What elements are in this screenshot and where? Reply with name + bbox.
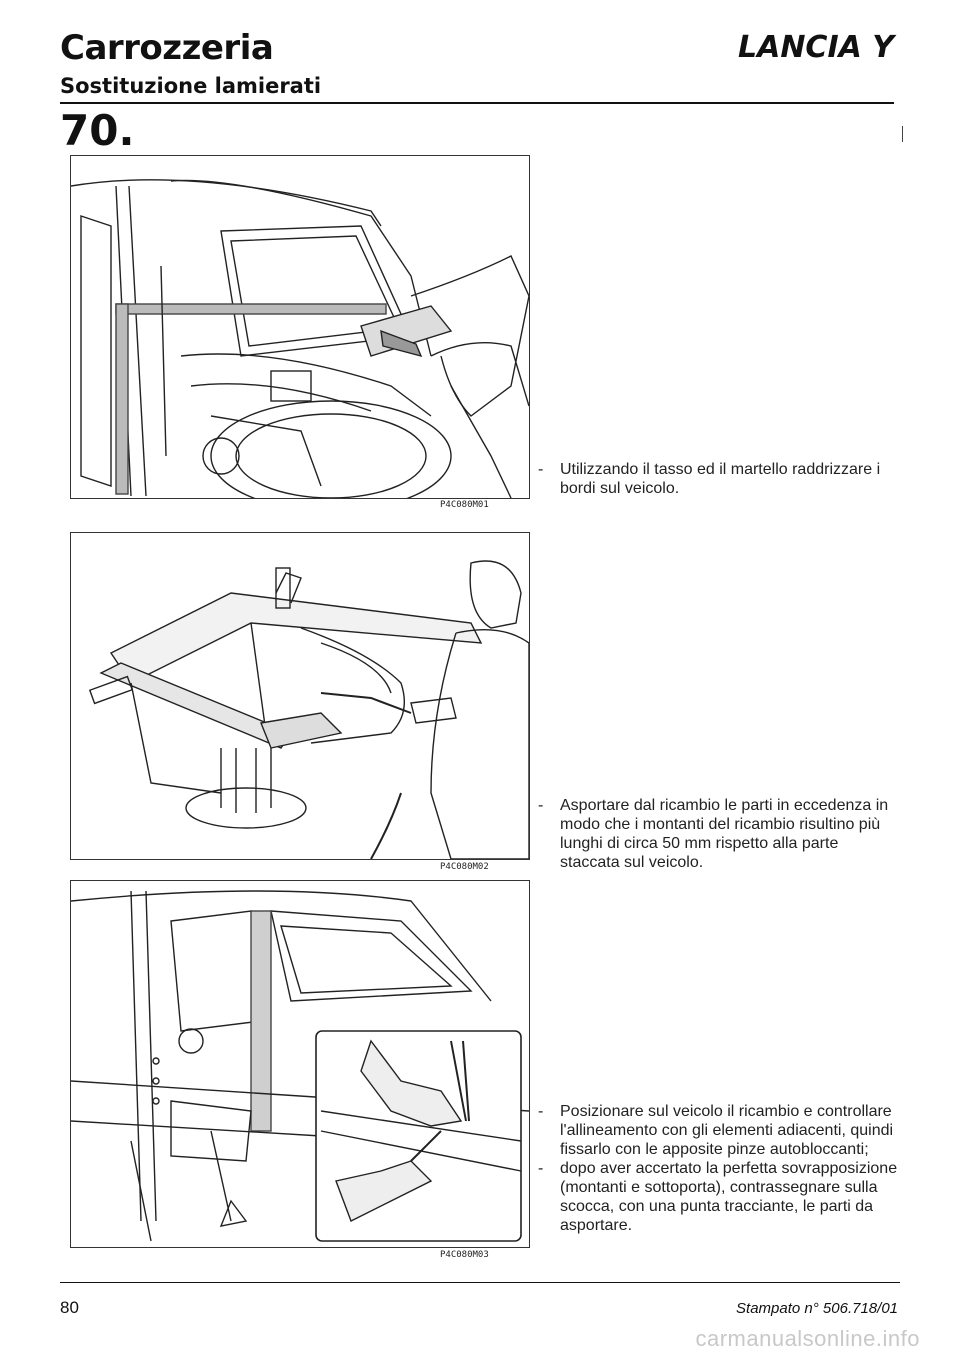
step-2-text: Asportare dal ricambio le parti in eccedenza in modo che i montanti del ricambio risultino più lunghi di circa 50 mm rispetto alla parte staccata sul veicolo. xyxy=(560,797,889,871)
header-rule xyxy=(60,102,894,104)
figure-1-illustration xyxy=(70,155,530,499)
step-3-item-2 xyxy=(538,1159,900,1235)
step-2 xyxy=(538,796,900,872)
print-reference: Stampato n° 506.718/01 xyxy=(736,1300,898,1317)
step-3-item-1 xyxy=(538,1102,900,1159)
page-number: 80 xyxy=(60,1298,79,1317)
watermark: carmanualsonline.info xyxy=(695,1326,920,1351)
header-brand: LANCIA Y xyxy=(737,30,894,65)
bullet-dash: - xyxy=(538,461,544,478)
step-1 xyxy=(538,460,900,498)
margin-mark xyxy=(902,126,903,142)
figure-2-code: P4C080M02 xyxy=(440,862,489,872)
step-3 xyxy=(538,1102,900,1235)
bullet-dash: - xyxy=(538,797,544,814)
bullet-dash: - xyxy=(538,1160,544,1177)
footer-rule xyxy=(60,1282,900,1283)
figure-1-code: P4C080M01 xyxy=(440,500,489,510)
step-1-item xyxy=(538,460,900,498)
section-number: 70. xyxy=(60,106,135,155)
figure-3-illustration xyxy=(70,880,530,1248)
figure-3-code: P4C080M03 xyxy=(440,1250,489,1260)
step-3-text-1: Posizionare sul veicolo il ricambio e controllare l'allineamento con gli elementi adiacenti, quindi fissarlo con le apposite pinze autobloccanti; xyxy=(560,1103,894,1158)
header-title: Carrozzeria xyxy=(60,28,274,68)
figure-2-illustration xyxy=(70,532,530,860)
step-1-text: Utilizzando il tasso ed il martello raddrizzare i bordi sul veicolo. xyxy=(560,461,881,497)
step-3-text-2: dopo aver accertato la perfetta sovrapposizione (montanti e sottoporta), contrassegnare sulla scocca, con una punta tracciante, le parti da asportare. xyxy=(560,1160,898,1234)
bullet-dash: - xyxy=(538,1103,544,1120)
step-2-item xyxy=(538,796,900,872)
header-subtitle: Sostituzione lamierati xyxy=(60,74,322,98)
